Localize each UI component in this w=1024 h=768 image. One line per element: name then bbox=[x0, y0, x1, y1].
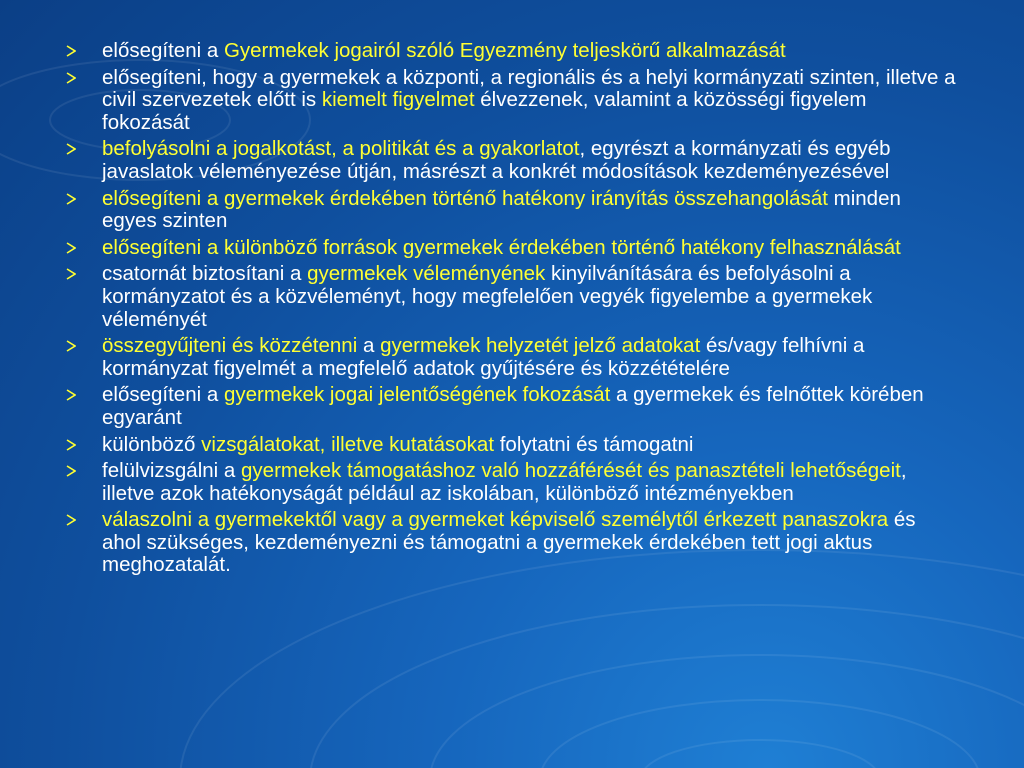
bullet-item bbox=[58, 335, 958, 380]
body-text: csatornát biztosítani a bbox=[102, 262, 308, 286]
bullet-item bbox=[58, 384, 958, 429]
arrowhead-bullet-icon bbox=[66, 439, 76, 451]
bullet-item bbox=[58, 40, 958, 63]
highlighted-text: gyermekek támogatáshoz való hozzáférését és panasztételi lehetőségeit bbox=[241, 459, 901, 483]
highlighted-text: befolyásolni a jogalkotást, a politikát és a gyakorlatot bbox=[102, 137, 580, 161]
body-text: és ahol szükséges, kezdeményezni és támogatni a gyermekek érdekében tett jogi aktus meghozatalát. bbox=[102, 508, 916, 577]
arrowhead-bullet-icon bbox=[66, 465, 76, 477]
arrowhead-bullet-icon bbox=[66, 340, 76, 352]
highlighted-text: elősegíteni a gyermekek érdekében történő hatékony irányítás összehangolását bbox=[102, 186, 828, 210]
bullet-item bbox=[58, 237, 958, 260]
body-text: elősegíteni, hogy a gyermekek a központi, a regionális és a helyi kormányzati szinten, illetve a civil szervezetek előtt is bbox=[102, 65, 956, 112]
bullet-item bbox=[58, 67, 958, 135]
arrowhead-bullet-icon bbox=[66, 143, 76, 155]
highlighted-text: Gyermekek jogairól szóló Egyezmény teljeskörű alkalmazását bbox=[223, 39, 786, 62]
highlighted-text: vizsgálatokat, illetve kutatásokat bbox=[201, 432, 495, 456]
bullet-item bbox=[58, 138, 958, 183]
bullet-item bbox=[58, 263, 958, 331]
bullet-list bbox=[58, 40, 958, 581]
arrowhead-bullet-icon bbox=[66, 268, 76, 280]
bullet-item bbox=[58, 188, 958, 233]
body-text: különböző bbox=[102, 432, 202, 456]
body-text: , egyrészt a kormányzati és egyéb javaslatok véleményezése útján, másrészt a konkrét módosítások kezdeményezésével bbox=[102, 137, 891, 183]
highlighted-text: válaszolni a gyermekektől vagy a gyermeket képviselő személytől érkezett panaszokra bbox=[102, 508, 889, 532]
arrowhead-bullet-icon bbox=[66, 45, 76, 57]
highlighted-text: gyermekek helyzetét jelző adatokat bbox=[380, 334, 701, 358]
body-text: élvezzenek, valamint a közösségi figyelem fokozását bbox=[102, 88, 867, 134]
body-text: felülvizsgálni a bbox=[102, 459, 242, 483]
highlighted-text: gyermekek jogai jelentőségének fokozását bbox=[223, 383, 611, 407]
body-text: a gyermekek és felnőttek körében egyaránt bbox=[102, 383, 924, 429]
arrowhead-bullet-icon bbox=[66, 72, 76, 84]
arrowhead-bullet-icon bbox=[66, 389, 76, 401]
highlighted-text: elősegíteni a különböző források gyermekek érdekében történő hatékony felhasználását bbox=[102, 235, 901, 259]
body-text: elősegíteni a bbox=[102, 383, 224, 407]
body-text: és/vagy felhívni a kormányzat figyelmét a megfelelő adatok gyűjtésére és közzétételére bbox=[102, 334, 865, 380]
bullet-item bbox=[58, 509, 958, 577]
highlighted-text: összegyűjteni és közzétenni bbox=[102, 334, 358, 358]
arrowhead-bullet-icon bbox=[66, 514, 76, 526]
body-text: a bbox=[357, 334, 381, 358]
body-text: folytatni és támogatni bbox=[494, 432, 694, 456]
arrowhead-bullet-icon bbox=[66, 193, 76, 205]
body-text: elősegíteni a bbox=[102, 39, 224, 62]
arrowhead-bullet-icon bbox=[66, 242, 76, 254]
bullet-item bbox=[58, 434, 958, 457]
highlighted-text: gyermekek véleményének bbox=[307, 262, 546, 286]
body-text: , illetve azok hatékonyságát például az iskolában, különböző intézményekben bbox=[102, 459, 907, 505]
highlighted-text: kiemelt figyelmet bbox=[321, 88, 475, 112]
bullet-item bbox=[58, 460, 958, 505]
body-text: kinyilvánítására és befolyásolni a kormányzatot és a közvéleményt, hogy megfelelően vegyék figyelembe a gyermekek véleményét bbox=[102, 262, 873, 331]
body-text: minden egyes szinten bbox=[102, 186, 901, 233]
